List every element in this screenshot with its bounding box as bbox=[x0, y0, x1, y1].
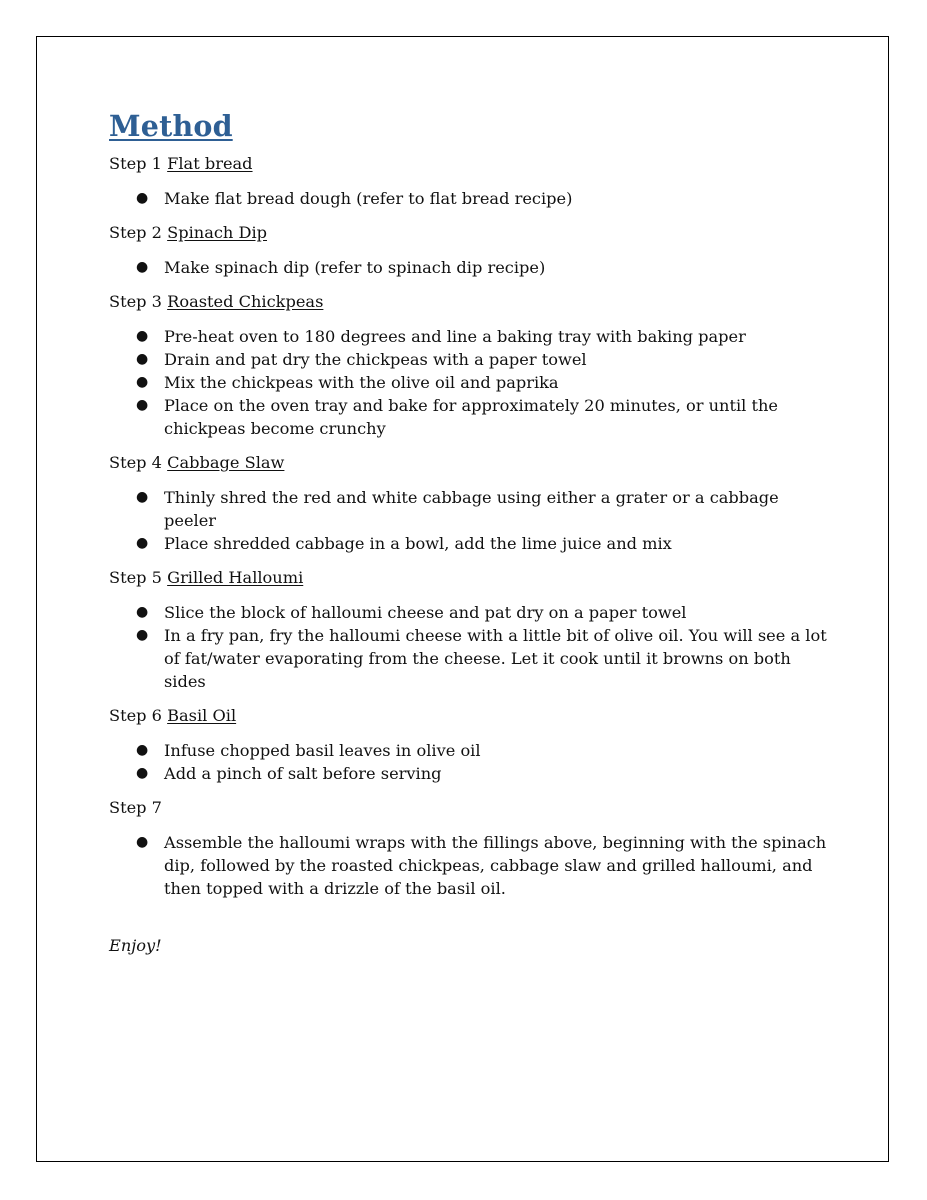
step-instructions bbox=[109, 187, 829, 210]
step-number: Step 7 bbox=[109, 798, 162, 817]
step-heading bbox=[109, 566, 829, 590]
instruction-item bbox=[109, 371, 829, 394]
bullet-icon: ● bbox=[136, 489, 149, 505]
bullet-icon: ● bbox=[136, 535, 149, 551]
method-heading: Method bbox=[109, 109, 233, 143]
step-instructions bbox=[109, 601, 829, 693]
step-heading bbox=[109, 796, 829, 820]
step-instructions bbox=[109, 325, 829, 440]
step-heading bbox=[109, 221, 829, 245]
steps-container bbox=[109, 152, 829, 900]
step-4 bbox=[109, 451, 829, 555]
step-5 bbox=[109, 566, 829, 693]
step-2 bbox=[109, 221, 829, 279]
step-7 bbox=[109, 796, 829, 900]
instruction-text: Slice the block of halloumi cheese and pat dry on a paper towel bbox=[164, 603, 687, 622]
step-number: Step 6 bbox=[109, 706, 162, 725]
bullet-icon: ● bbox=[136, 351, 149, 367]
bullet-icon: ● bbox=[136, 328, 149, 344]
method-section bbox=[109, 106, 829, 958]
bullet-icon: ● bbox=[136, 397, 149, 413]
instruction-item bbox=[109, 532, 829, 555]
instruction-text: Mix the chickpeas with the olive oil and paprika bbox=[164, 373, 559, 392]
step-number: Step 4 bbox=[109, 453, 162, 472]
bullet-icon: ● bbox=[136, 765, 149, 781]
instruction-item bbox=[109, 256, 829, 279]
step-heading bbox=[109, 290, 829, 314]
step-number: Step 1 bbox=[109, 154, 162, 173]
instruction-text: Drain and pat dry the chickpeas with a paper towel bbox=[164, 350, 587, 369]
step-title: Basil Oil bbox=[167, 706, 237, 725]
step-heading bbox=[109, 451, 829, 475]
instruction-item bbox=[109, 486, 829, 532]
step-heading bbox=[109, 152, 829, 176]
bullet-icon: ● bbox=[136, 627, 149, 643]
step-heading bbox=[109, 704, 829, 728]
instruction-item bbox=[109, 601, 829, 624]
instruction-item bbox=[109, 739, 829, 762]
instruction-text: Thinly shred the red and white cabbage using either a grater or a cabbage peeler bbox=[164, 488, 779, 530]
bullet-icon: ● bbox=[136, 834, 149, 850]
step-number: Step 2 bbox=[109, 223, 162, 242]
step-title: Grilled Halloumi bbox=[167, 568, 304, 587]
instruction-text: Place on the oven tray and bake for approximately 20 minutes, or until the chickpeas become crunchy bbox=[164, 396, 778, 438]
step-instructions bbox=[109, 739, 829, 785]
bullet-icon: ● bbox=[136, 374, 149, 390]
step-title: Spinach Dip bbox=[167, 223, 268, 242]
instruction-item bbox=[109, 831, 829, 900]
instruction-item bbox=[109, 325, 829, 348]
step-instructions bbox=[109, 831, 829, 900]
instruction-item bbox=[109, 624, 829, 693]
bullet-icon: ● bbox=[136, 742, 149, 758]
instruction-item bbox=[109, 348, 829, 371]
instruction-text: Assemble the halloumi wraps with the fillings above, beginning with the spinach dip, followed by the roasted chickpeas, cabbage slaw and grilled halloumi, and then topped with a drizzle of the basil oil. bbox=[164, 833, 827, 898]
step-1 bbox=[109, 152, 829, 210]
step-6 bbox=[109, 704, 829, 785]
instruction-text: Make flat bread dough (refer to flat bread recipe) bbox=[164, 189, 573, 208]
instruction-item bbox=[109, 762, 829, 785]
instruction-text: Make spinach dip (refer to spinach dip recipe) bbox=[164, 258, 546, 277]
step-title: Roasted Chickpeas bbox=[167, 292, 324, 311]
step-3 bbox=[109, 290, 829, 440]
step-instructions bbox=[109, 256, 829, 279]
closing-text: Enjoy! bbox=[109, 936, 162, 955]
instruction-text: In a fry pan, fry the halloumi cheese with a little bit of olive oil. You will see a lot of fat/water evaporating from the cheese. Let it cook until it browns on both sides bbox=[164, 626, 827, 691]
step-instructions bbox=[109, 486, 829, 555]
instruction-text: Add a pinch of salt before serving bbox=[164, 764, 442, 783]
instruction-item bbox=[109, 187, 829, 210]
instruction-text: Infuse chopped basil leaves in olive oil bbox=[164, 741, 481, 760]
instruction-text: Pre-heat oven to 180 degrees and line a baking tray with baking paper bbox=[164, 327, 746, 346]
bullet-icon: ● bbox=[136, 190, 149, 206]
step-title: Cabbage Slaw bbox=[167, 453, 285, 472]
bullet-icon: ● bbox=[136, 604, 149, 620]
step-number: Step 3 bbox=[109, 292, 162, 311]
instruction-item bbox=[109, 394, 829, 440]
bullet-icon: ● bbox=[136, 259, 149, 275]
instruction-text: Place shredded cabbage in a bowl, add the lime juice and mix bbox=[164, 534, 672, 553]
step-number: Step 5 bbox=[109, 568, 162, 587]
step-title: Flat bread bbox=[167, 154, 253, 173]
